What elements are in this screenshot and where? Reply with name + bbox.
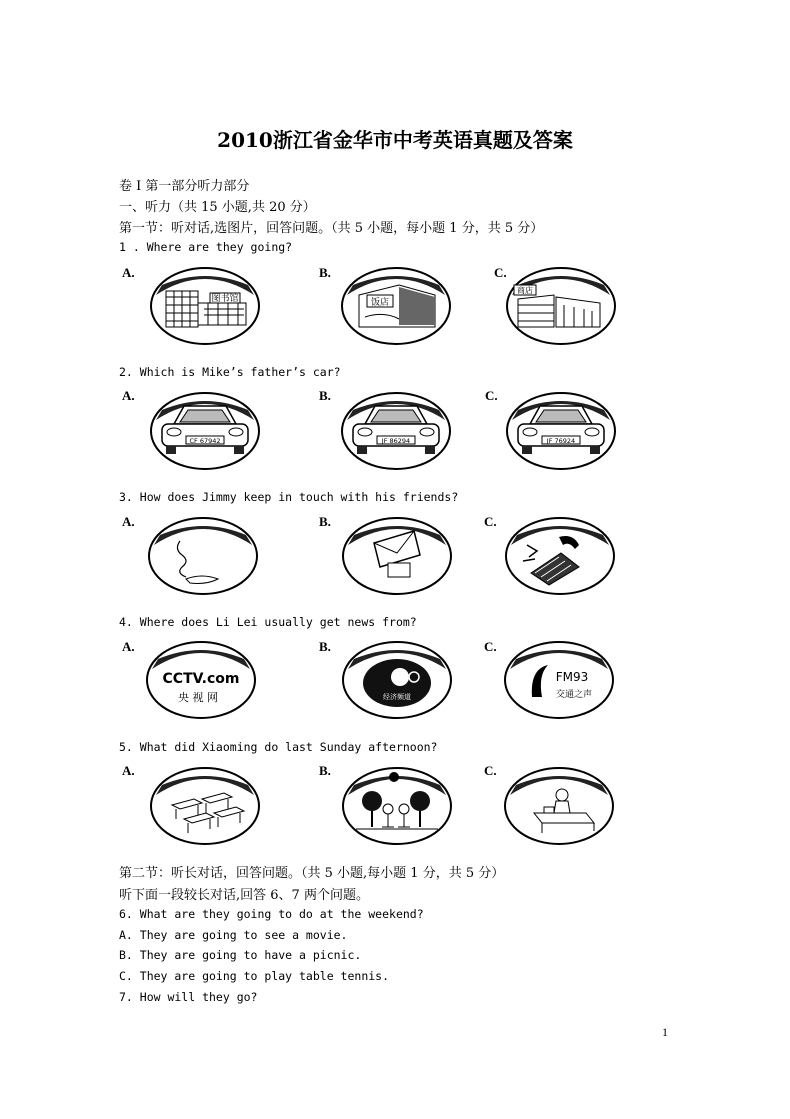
- radio-station-picture: [502, 639, 616, 721]
- page-title: 2010浙江省金华市中考英语真题及答案: [217, 128, 573, 152]
- option-label-b: B.: [319, 265, 331, 280]
- question-7: 7. How will they go?: [119, 990, 258, 1004]
- q6-option-a: A. They are going to see a movie.: [119, 928, 348, 942]
- option-label-b: B.: [319, 763, 331, 778]
- channel-name: 经济频道: [383, 693, 411, 701]
- option-label-c: C.: [494, 265, 507, 280]
- option-label-a: A.: [122, 265, 135, 280]
- classroom-desks-picture: [148, 765, 262, 847]
- option-label-a: A.: [122, 763, 135, 778]
- option-label-c: C.: [484, 639, 497, 654]
- hotel-picture: [339, 265, 453, 347]
- page-number: 1: [662, 1025, 668, 1039]
- question-2: 2. Which is Mike’s father’s car?: [119, 365, 341, 379]
- part1-header: 一、听力（共 15 小题,共 20 分）: [119, 200, 316, 215]
- section2-header: 第二节：听长对话，回答问题。（共 5 小题,每小题 1 分，共 5 分）: [119, 866, 505, 881]
- section1-header: 第一节：听对话,选图片，回答问题。（共 5 小题，每小题 1 分，共 5 分）: [119, 221, 544, 236]
- option-label-a: A.: [122, 514, 135, 529]
- option-label-c: C.: [484, 763, 497, 778]
- license-plate: CF 67942: [189, 437, 221, 445]
- cctv-picture: [144, 639, 258, 721]
- question-5: 5. What did Xiaoming do last Sunday afternoon?: [119, 740, 438, 754]
- license-plate: JF 86294: [381, 437, 411, 445]
- radio-name: 交通之声: [555, 690, 593, 700]
- option-label-c: C.: [484, 514, 497, 529]
- option-label-a: A.: [122, 639, 135, 654]
- picnic-picture: [340, 765, 454, 847]
- car-picture-c: [504, 390, 618, 472]
- cctv-caption: 央 视 网: [178, 691, 218, 704]
- car-picture-a: [148, 390, 262, 472]
- section-header: 卷 I 第一部分听力部分: [119, 179, 250, 194]
- option-label-b: B.: [319, 639, 331, 654]
- hotel-sign: 饭店: [370, 298, 390, 308]
- telephone-picture: [503, 515, 617, 597]
- section2-instruction: 听下面一段较长对话,回答 6、7 两个问题。: [119, 888, 369, 903]
- library-picture: [148, 265, 262, 347]
- license-plate: JF 76924: [546, 437, 576, 445]
- q6-option-c: C. They are going to play table tennis.: [119, 969, 390, 983]
- smoke-signal-picture: [146, 515, 260, 597]
- question-3: 3. How does Jimmy keep in touch with his friends?: [119, 490, 459, 504]
- store-sign: 商店: [517, 286, 533, 295]
- option-label-a: A.: [122, 388, 135, 403]
- option-label-c: C.: [485, 388, 498, 403]
- car-picture-b: [339, 390, 453, 472]
- store-picture: [504, 265, 618, 347]
- q6-option-b: B. They are going to have a picnic.: [119, 948, 362, 962]
- radio-frequency: FM93: [555, 670, 589, 684]
- option-label-b: B.: [319, 514, 331, 529]
- option-label-b: B.: [319, 388, 331, 403]
- letter-picture: [340, 515, 454, 597]
- question-4: 4. Where does Li Lei usually get news from?: [119, 615, 417, 629]
- question-6: 6. What are they going to do at the weekend?: [119, 907, 424, 921]
- question-1: 1 . Where are they going?: [119, 240, 293, 254]
- cctv-logo: CCTV.com: [162, 671, 240, 687]
- library-sign: 图书馆: [211, 294, 239, 304]
- tv-channel-picture: [340, 639, 454, 721]
- study-desk-picture: [502, 765, 616, 847]
